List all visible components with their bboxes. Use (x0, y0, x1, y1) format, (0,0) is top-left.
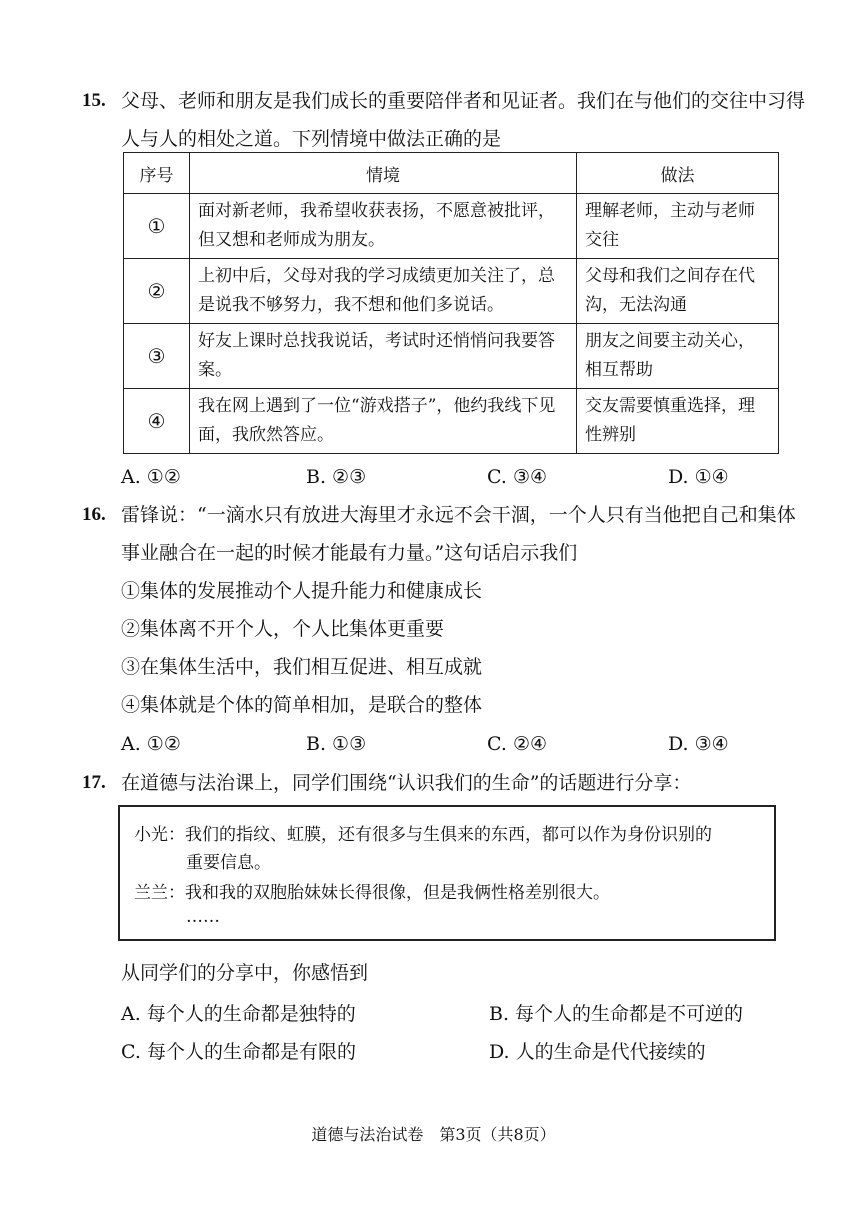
page-footer: 道德与法治试卷 第3页（共8页） (311, 1125, 556, 1144)
row-scene: 好友上课时总找我说话，考试时还悄悄问我要答案。 (190, 324, 577, 389)
q17-option-c[interactable]: C. 每个人的生命都是有限的 (121, 1041, 356, 1063)
q16-option-a[interactable]: A. ①② (121, 733, 181, 755)
table-row (124, 194, 779, 259)
q17-option-a[interactable]: A. 每个人的生命都是独特的 (121, 1003, 356, 1025)
q16-stem-line1: 雷锋说：“一滴水只有放进大海里才永远不会干涸，一个人只有当他把自己和集体 (121, 504, 796, 526)
table-row (124, 324, 779, 389)
q17-stem: 在道德与法治课上，同学们围绕“认识我们的生命”的话题进行分享： (121, 772, 692, 794)
row-index: ④ (124, 389, 190, 454)
box-line-xiaoguang-cont: 重要信息。 (186, 853, 271, 873)
row-scene: 我在网上遇到了一位“游戏搭子”，他约我线下见面，我欣然答应。 (190, 389, 577, 454)
header-action: 做法 (577, 153, 779, 194)
q15-option-d[interactable]: D. ①④ (668, 466, 729, 488)
q17-option-d[interactable]: D. 人的生命是代代接续的 (489, 1041, 706, 1063)
q15-option-a[interactable]: A. ①② (121, 466, 181, 488)
header-index: 序号 (124, 153, 190, 194)
row-action: 朋友之间要主动关心，相互帮助 (577, 324, 779, 389)
q15-option-b[interactable]: B. ②③ (306, 466, 367, 488)
row-index: ② (124, 259, 190, 324)
q16-statement-4: ④集体就是个体的简单相加，是联合的整体 (121, 694, 483, 716)
q15-scenario-table (123, 152, 779, 454)
q16-statement-2: ②集体离不开个人，个人比集体更重要 (121, 618, 445, 640)
row-action: 交友需要慎重选择，理性辨别 (577, 389, 779, 454)
row-scene: 面对新老师，我希望收获表扬，不愿意被批评，但又想和老师成为朋友。 (190, 194, 577, 259)
q16-statement-3: ③在集体生活中，我们相互促进、相互成就 (121, 656, 483, 678)
q16-statement-1: ①集体的发展推动个人提升能力和健康成长 (121, 580, 483, 602)
q17-sharing-box (118, 805, 776, 941)
row-index: ① (124, 194, 190, 259)
q16-number: 16. (82, 504, 106, 525)
box-line-ellipsis: …… (186, 907, 220, 927)
q16-option-b[interactable]: B. ①③ (306, 733, 367, 755)
q16-option-d[interactable]: D. ③④ (668, 733, 729, 755)
row-action: 理解老师，主动与老师交往 (577, 194, 779, 259)
q15-number: 15. (82, 90, 106, 111)
table-row (124, 259, 779, 324)
q17-option-b[interactable]: B. 每个人的生命都是不可逆的 (489, 1003, 744, 1025)
row-action: 父母和我们之间存在代沟，无法沟通 (577, 259, 779, 324)
box-line-lanlan: 兰兰：我和我的双胞胎妹妹长得很像，但是我俩性格差别很大。 (134, 883, 610, 903)
header-scene: 情境 (190, 153, 577, 194)
row-scene: 上初中后，父母对我的学习成绩更加关注了，总是说我不够努力，我不想和他们多说话。 (190, 259, 577, 324)
q15-stem-line2: 人与人的相处之道。下列情境中做法正确的是 (121, 128, 502, 150)
table-row (124, 389, 779, 454)
q17-prompt: 从同学们的分享中，你感悟到 (121, 962, 369, 984)
box-line-xiaoguang: 小光：我们的指纹、虹膜，还有很多与生俱来的东西，都可以作为身份识别的 (134, 825, 712, 845)
q15-stem-line1: 父母、老师和朋友是我们成长的重要陪伴者和见证者。我们在与他们的交往中习得 (121, 90, 806, 112)
row-index: ③ (124, 324, 190, 389)
q16-option-c[interactable]: C. ②④ (487, 733, 548, 755)
table-header-row (124, 153, 779, 194)
q16-stem-line2: 事业融合在一起的时候才能最有力量。”这句话启示我们 (121, 542, 578, 564)
q17-number: 17. (82, 772, 106, 793)
q15-option-c[interactable]: C. ③④ (487, 466, 548, 488)
